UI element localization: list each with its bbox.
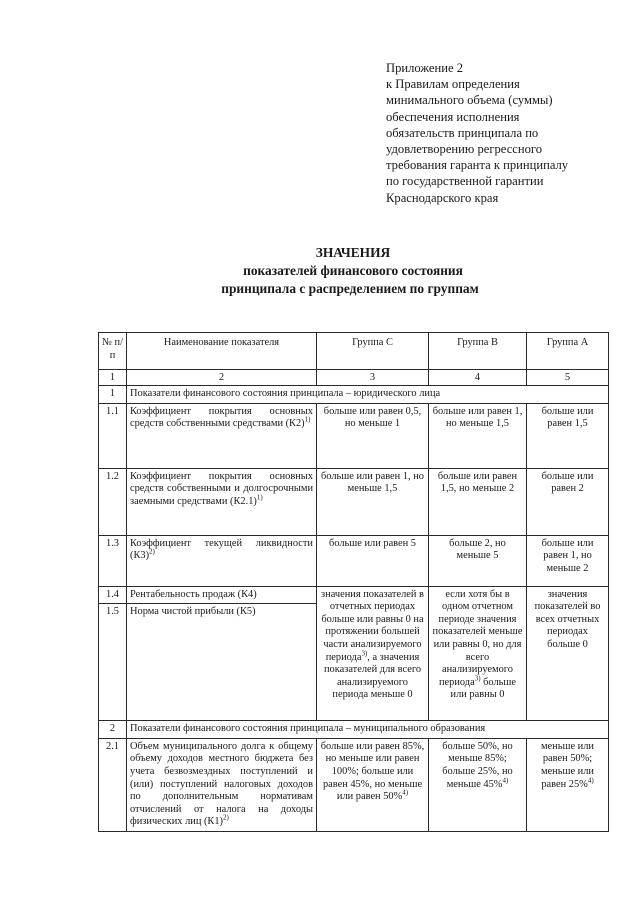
footnote-ref: 4) bbox=[402, 788, 409, 797]
section-row bbox=[99, 386, 609, 404]
header-group-b: Группа В bbox=[429, 333, 527, 370]
appendix-line: обязательств принципала по bbox=[386, 125, 539, 140]
section-row bbox=[99, 721, 609, 739]
table-header-row bbox=[99, 333, 609, 370]
header-group-c: Группа С bbox=[317, 333, 429, 370]
cell-text: больше или равен 85%, но меньше или равен 100%; больше или равен 45%, но меньше или равен 50% bbox=[320, 740, 425, 803]
indicator-name bbox=[127, 403, 317, 468]
column-numbers-row bbox=[99, 370, 609, 386]
col-number: 1 bbox=[99, 370, 127, 386]
indicator-name bbox=[127, 468, 317, 535]
footnote-ref: 3) bbox=[361, 649, 368, 658]
indicator-name: Норма чистой прибыли (К5) bbox=[127, 604, 317, 721]
table-row bbox=[99, 738, 609, 831]
indicators-table bbox=[98, 332, 609, 832]
col-number: 2 bbox=[127, 370, 317, 386]
group-b-value: больше или равен 1, но меньше 1,5 bbox=[429, 403, 527, 468]
document-heading bbox=[0, 244, 640, 298]
footnote-ref: 4) bbox=[587, 776, 594, 785]
heading-subtitle-1: показателей финансового состояния bbox=[243, 263, 463, 278]
cell-text: Коэффициент текущей ликвидности (К3) bbox=[130, 537, 313, 562]
cell-text: Коэффициент покрытия основных средств собственными средствами (К2) bbox=[130, 405, 313, 430]
cell-text: если хотя бы в одном отчетном периоде значения показателей меньше или равны 0, но для всего анализируемого периода bbox=[432, 588, 523, 688]
cell-text: Объем муниципального долга к общему объему доходов местного бюджета без учета безвозмездных поступлений и (или) поступлений налоговых доходов по дополнительным нормативам отчислений от налога на доходы физических лиц (К1) bbox=[130, 740, 313, 828]
appendix-line: Приложение 2 bbox=[386, 61, 464, 75]
indicator-name: Рентабельность продаж (К4) bbox=[127, 586, 317, 604]
table-row bbox=[99, 403, 609, 468]
appendix-line: к Правилам определения bbox=[386, 77, 520, 92]
group-b-value bbox=[429, 738, 527, 831]
group-c-value: больше или равен 1, но меньше 1,5 bbox=[317, 468, 429, 535]
group-a-value bbox=[527, 738, 609, 831]
group-b-value: больше 2, но меньше 5 bbox=[429, 535, 527, 586]
group-a-value: значения показателей во всех отчетных периодах больше 0 bbox=[527, 586, 609, 721]
table-row bbox=[99, 586, 609, 604]
cell-text: меньше или равен 50%; меньше или равен 25% bbox=[540, 740, 594, 790]
indicator-name bbox=[127, 535, 317, 586]
row-num: 1.5 bbox=[99, 604, 127, 721]
section-num: 1 bbox=[99, 386, 127, 404]
group-a-value: больше или равен 1, но меньше 2 bbox=[527, 535, 609, 586]
col-number: 5 bbox=[527, 370, 609, 386]
appendix-line: по государственной гарантии bbox=[386, 174, 544, 189]
section-num: 2 bbox=[99, 721, 127, 739]
group-a-value: больше или равен 2 bbox=[527, 468, 609, 535]
footnote-ref: 4) bbox=[502, 776, 509, 785]
table-row bbox=[99, 535, 609, 586]
footnote-ref: 1) bbox=[304, 415, 311, 424]
group-c-value: больше или равен 0,5, но меньше 1 bbox=[317, 403, 429, 468]
appendix-line: удовлетворению регрессного bbox=[386, 142, 543, 157]
col-number: 3 bbox=[317, 370, 429, 386]
section-title: Показатели финансового состояния принципала – юридического лица bbox=[127, 386, 609, 404]
indicator-name bbox=[127, 738, 317, 831]
cell-text: Коэффициент покрытия основных средств собственными и долгосрочными заемными средствами (К2.1) bbox=[130, 470, 313, 507]
cell-text: больше 50%, но меньше 85%; больше 25%, но меньше 45% bbox=[442, 740, 513, 790]
appendix-line: обеспечения исполнения bbox=[386, 109, 520, 124]
appendix-note bbox=[386, 60, 636, 206]
header-num: № п/п bbox=[99, 333, 127, 370]
appendix-line: Краснодарского края bbox=[386, 190, 499, 205]
row-num: 1.1 bbox=[99, 403, 127, 468]
row-num: 1.3 bbox=[99, 535, 127, 586]
group-a-value: больше или равен 1,5 bbox=[527, 403, 609, 468]
group-c-value bbox=[317, 738, 429, 831]
cell-text: больше или равны 0 bbox=[450, 676, 517, 701]
row-num: 1.4 bbox=[99, 586, 127, 604]
footnote-ref: 2) bbox=[149, 547, 155, 556]
appendix-line: требования гаранта к принципалу bbox=[386, 158, 569, 173]
footnote-ref: 3) bbox=[474, 674, 481, 683]
section-title: Показатели финансового состояния принципала – муниципального образования bbox=[127, 721, 609, 739]
group-b-value: больше или равен 1,5, но меньше 2 bbox=[429, 468, 527, 535]
footnote-ref: 1) bbox=[256, 493, 263, 502]
col-number: 4 bbox=[429, 370, 527, 386]
footnote-ref: 2) bbox=[223, 813, 229, 822]
table-row bbox=[99, 468, 609, 535]
heading-subtitle-2: принципала с распределением по группам bbox=[221, 281, 479, 296]
group-c-value: больше или равен 5 bbox=[317, 535, 429, 586]
appendix-line: минимального объема (суммы) bbox=[386, 93, 553, 108]
row-num: 2.1 bbox=[99, 738, 127, 831]
group-b-value bbox=[429, 586, 527, 721]
cell-text: значения показателей в отчетных периодах больше или равны 0 на протяжении большей части анализируемого периода bbox=[321, 588, 424, 663]
header-group-a: Группа А bbox=[527, 333, 609, 370]
header-name: Наименование показателя bbox=[127, 333, 317, 370]
cell-text: , а значения показателей для всего анализируемого периода меньше 0 bbox=[323, 651, 422, 701]
row-num: 1.2 bbox=[99, 468, 127, 535]
heading-title: ЗНАЧЕНИЯ bbox=[315, 245, 391, 260]
group-c-value bbox=[317, 586, 429, 721]
